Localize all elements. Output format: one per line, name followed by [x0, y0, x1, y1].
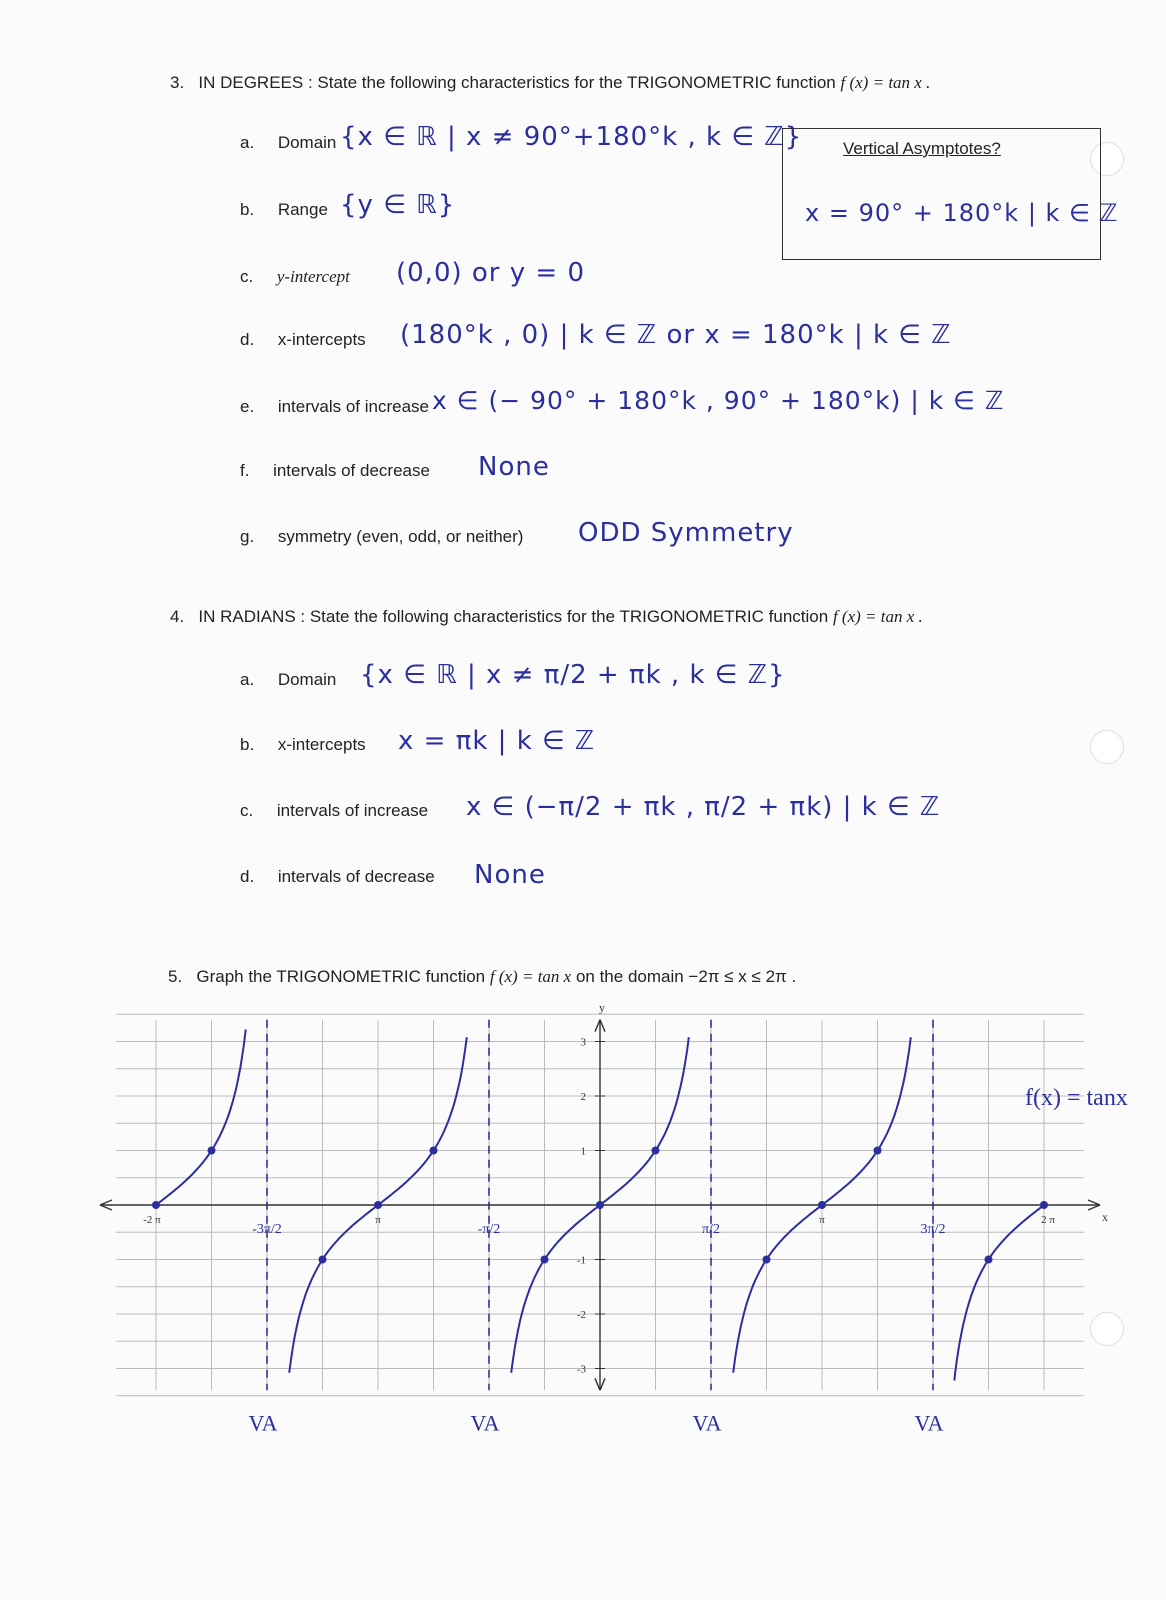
q4-function: f (x) = tan x .: [832, 607, 923, 626]
data-point: [985, 1256, 993, 1264]
q3-symmetry-answer: ODD Symmetry: [578, 518, 794, 548]
data-point: [1040, 1201, 1048, 1209]
data-point: [207, 1147, 215, 1155]
y-tick-label: -1: [576, 1254, 586, 1267]
x-tick-label: 3π/2: [920, 1222, 946, 1237]
q3-heading: IN DEGREES : State the following characteristics for the TRIGONOMETRIC function: [198, 73, 836, 92]
item-letter: b.: [240, 200, 255, 219]
item-letter: g.: [240, 527, 255, 546]
y-tick-label: -3: [576, 1363, 586, 1376]
q4-decrease-answer: None: [474, 860, 546, 890]
q3-number: 3.: [170, 73, 185, 92]
q4-item-a: [240, 670, 336, 690]
q3-item-c: [240, 267, 350, 287]
item-letter: a.: [240, 133, 255, 152]
x-tick-label: -2 π: [143, 1214, 161, 1226]
x-axis-label: x: [1102, 1210, 1108, 1224]
item-letter: b.: [240, 735, 255, 754]
item-letter: d.: [240, 330, 255, 349]
q5-text: Graph the TRIGONOMETRIC function: [196, 967, 486, 986]
q3-x-intercepts-answer: (180°k , 0) | k ∈ ℤ or x = 180°k | k ∈ ℤ: [400, 320, 952, 350]
tangent-graph: [100, 1000, 1130, 1455]
q3-item-g: [240, 527, 523, 547]
data-point: [540, 1256, 548, 1264]
q4-domain-answer: {x ∈ ℝ | x ≠ π/2 + πk , k ∈ ℤ}: [360, 660, 786, 690]
q4-number: 4.: [170, 607, 185, 626]
item-label: Range: [277, 200, 328, 219]
data-point: [652, 1147, 660, 1155]
y-tick-label: 1: [580, 1145, 586, 1158]
q3-increase-answer: x ∈ (− 90° + 180°k , 90° + 180°k) | k ∈ ℤ: [432, 386, 1005, 415]
item-label: Domain: [277, 670, 337, 689]
asymptote-label: VA: [914, 1410, 944, 1436]
q3-header: [170, 73, 930, 93]
q5-number: 5.: [168, 967, 183, 986]
y-axis-label: y: [599, 1000, 605, 1015]
va-box-answer: x = 90° + 180°k | k ∈ ℤ: [805, 199, 1119, 227]
q5-domain: on the domain −2π ≤ x ≤ 2π .: [575, 967, 797, 986]
q3-item-f: [240, 461, 430, 481]
item-label: intervals of decrease: [277, 867, 435, 886]
q4-header: [170, 607, 923, 627]
q3-item-a: [240, 133, 336, 153]
item-label: x-intercepts: [277, 330, 366, 349]
item-label: y-intercept: [276, 267, 350, 286]
data-point: [374, 1201, 382, 1209]
curve-label: f(x) = tanx: [1025, 1085, 1128, 1111]
data-point: [596, 1201, 604, 1209]
q5-header: [168, 967, 796, 987]
q3-function: f (x) = tan x .: [840, 73, 931, 92]
tan-branch: [156, 1030, 246, 1206]
x-tick-label: π: [819, 1214, 825, 1226]
asymptote-label: VA: [692, 1410, 722, 1436]
data-point: [318, 1256, 326, 1264]
y-tick-label: -2: [576, 1309, 586, 1321]
vertical-asymptotes-box: [782, 128, 1119, 260]
data-point: [763, 1256, 771, 1264]
q3-item-e: [240, 397, 429, 417]
x-tick-label: π: [375, 1214, 381, 1226]
x-tick-label: -3π/2: [252, 1222, 282, 1237]
item-label: intervals of decrease: [273, 461, 430, 480]
item-letter: c.: [240, 801, 254, 820]
q3-domain-answer: {x ∈ ℝ | x ≠ 90°+180°k , k ∈ ℤ}: [340, 122, 803, 152]
q4-heading: IN RADIANS : State the following characteristics for the TRIGONOMETRIC function: [198, 607, 829, 626]
item-letter: d.: [240, 867, 255, 886]
item-letter: f.: [240, 461, 250, 480]
tan-branch: [954, 1205, 1044, 1381]
q5-function: f (x) = tan x: [489, 967, 572, 986]
item-label: intervals of increase: [277, 397, 429, 416]
item-label: intervals of increase: [276, 801, 429, 820]
punch-hole: [1090, 730, 1124, 764]
va-box-title: Vertical Asymptotes?: [843, 139, 1001, 158]
graph-labels: [143, 1001, 1128, 1436]
data-point: [152, 1201, 160, 1209]
q3-range-answer: {y ∈ ℝ}: [340, 190, 456, 220]
q4-item-b: [240, 735, 366, 755]
q3-item-b: [240, 200, 328, 220]
q3-item-d: [240, 330, 366, 350]
item-label: Domain: [277, 133, 337, 152]
q4-increase-answer: x ∈ (−π/2 + πk , π/2 + πk) | k ∈ ℤ: [466, 792, 941, 822]
data-point: [429, 1147, 437, 1155]
item-letter: c.: [240, 267, 254, 286]
item-label: x-intercepts: [277, 735, 366, 754]
item-letter: e.: [240, 397, 255, 416]
q4-item-c: [240, 801, 428, 821]
asymptote-label: VA: [248, 1410, 278, 1436]
q4-x-intercepts-answer: x = πk | k ∈ ℤ: [398, 726, 596, 756]
x-tick-label: π/2: [702, 1222, 720, 1237]
data-point: [874, 1147, 882, 1155]
asymptote-label: VA: [470, 1410, 500, 1436]
x-tick-label: -π/2: [477, 1222, 501, 1237]
q3-y-intercept-answer: (0,0) or y = 0: [396, 258, 586, 288]
data-point: [818, 1201, 826, 1209]
item-letter: a.: [240, 670, 255, 689]
q3-decrease-answer: None: [478, 452, 550, 482]
y-tick-label: 3: [580, 1036, 586, 1049]
q4-item-d: [240, 867, 435, 887]
item-label: symmetry (even, odd, or neither): [277, 527, 524, 546]
x-tick-label: 2 π: [1041, 1214, 1055, 1226]
y-tick-label: 2: [580, 1091, 586, 1103]
